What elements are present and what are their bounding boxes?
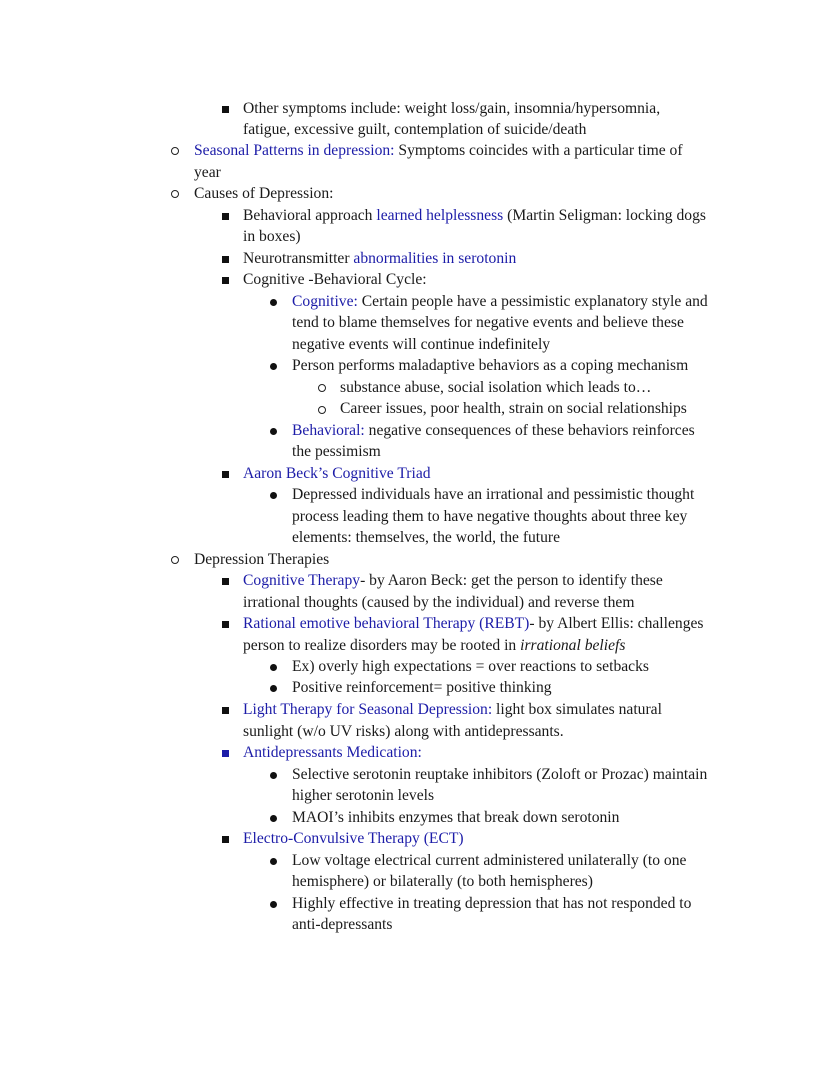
dot-bullet-icon bbox=[270, 299, 277, 306]
irrational-beliefs-italic: irrational beliefs bbox=[520, 637, 626, 654]
cognitive-cont1-text: tend to blame themselves for negative events and believe these bbox=[292, 314, 684, 331]
dot-bullet-icon bbox=[270, 428, 277, 435]
ssri-line2 bbox=[292, 785, 742, 807]
substance-line bbox=[340, 377, 740, 399]
ssri-text1: Selective serotonin reuptake inhibitors (Zoloft or Prozac) maintain bbox=[292, 766, 708, 783]
ect-line2 bbox=[292, 871, 742, 893]
seasonal-cont bbox=[194, 162, 734, 184]
ect-line3 bbox=[292, 893, 742, 915]
dot-bullet-icon bbox=[270, 858, 277, 865]
circle-bullet-icon bbox=[171, 147, 179, 155]
depressed-line1 bbox=[292, 484, 742, 506]
maoi-line bbox=[292, 807, 742, 829]
depressed-line3 bbox=[292, 527, 742, 549]
seasonal-line bbox=[194, 140, 734, 162]
career-line bbox=[340, 398, 740, 420]
square-bullet-icon bbox=[222, 256, 229, 263]
ect-text1: Low voltage electrical current administered unilaterally (to one bbox=[292, 852, 687, 869]
cognitive-cont2-text: negative events will continue indefinitely bbox=[292, 336, 551, 353]
cognitive-therapy-line bbox=[243, 570, 743, 592]
light-therapy-text: light box simulates natural bbox=[492, 701, 662, 718]
causes-heading-text: Causes of Depression: bbox=[194, 185, 334, 202]
beck-triad-line bbox=[243, 463, 743, 485]
ect-text4: anti-depressants bbox=[292, 916, 393, 933]
square-bullet-icon bbox=[222, 621, 229, 628]
dot-bullet-icon bbox=[270, 664, 277, 671]
dot-bullet-icon bbox=[270, 901, 277, 908]
behavioral-text-cont: the pessimism bbox=[292, 443, 381, 460]
circle-bullet-icon bbox=[318, 406, 326, 414]
square-bullet-icon bbox=[222, 750, 229, 757]
depressed-text1: Depressed individuals have an irrational and pessimistic thought bbox=[292, 486, 695, 503]
behavioral-cont-text: in boxes) bbox=[243, 228, 301, 245]
light-therapy-cont-text: sunlight (w/o UV risks) along with antidepressants. bbox=[243, 723, 564, 740]
dot-bullet-icon bbox=[270, 685, 277, 692]
serotonin-term: abnormalities in serotonin bbox=[353, 250, 517, 267]
light-therapy-cont bbox=[243, 721, 743, 743]
cognitive-therapy-cont-text: irrational thoughts (caused by the individual) and reverse them bbox=[243, 594, 635, 611]
circle-bullet-icon bbox=[171, 556, 179, 564]
rebt-cont-prefix: person to realize disorders may be rooted in bbox=[243, 637, 521, 654]
maladaptive-text: Person performs maladaptive behaviors as a coping mechanism bbox=[292, 357, 689, 374]
positive-text: Positive reinforcement= positive thinking bbox=[292, 679, 552, 696]
ect-text2: hemisphere) or bilaterally (to both hemispheres) bbox=[292, 873, 593, 890]
other-symptoms-cont-text: fatigue, excessive guilt, contemplation of suicide/death bbox=[243, 121, 587, 138]
circle-bullet-icon bbox=[171, 190, 179, 198]
cbc-heading bbox=[243, 269, 743, 291]
circle-bullet-icon bbox=[318, 384, 326, 392]
cognitive-cont1 bbox=[292, 312, 742, 334]
cognitive-term: Cognitive: bbox=[292, 293, 358, 310]
ex-overly-text: Ex) overly high expectations = over reactions to setbacks bbox=[292, 658, 649, 675]
cognitive-therapy-term: Cognitive Therapy bbox=[243, 572, 361, 589]
other-symptoms-cont bbox=[243, 119, 743, 141]
neurotransmitter-line bbox=[243, 248, 743, 270]
behavioral-text: negative consequences of these behaviors reinforces bbox=[364, 422, 695, 439]
causes-heading bbox=[194, 183, 734, 205]
rebt-line bbox=[243, 613, 743, 635]
learned-helplessness-term: learned helplessness bbox=[376, 207, 504, 224]
behavioral-prefix: Behavioral approach bbox=[243, 207, 377, 224]
cognitive-line bbox=[292, 291, 742, 313]
ssri-line1 bbox=[292, 764, 742, 786]
ect-term: Electro-Convulsive Therapy (ECT) bbox=[243, 830, 464, 847]
antidepressants-line bbox=[243, 742, 743, 764]
square-bullet-icon bbox=[222, 707, 229, 714]
cognitive-cont2 bbox=[292, 334, 742, 356]
positive-line bbox=[292, 677, 742, 699]
behavioral-suffix: (Martin Seligman: locking dogs bbox=[503, 207, 706, 224]
behavioral-cont bbox=[292, 441, 742, 463]
ect-line bbox=[243, 828, 743, 850]
behavioral-approach-cont bbox=[243, 226, 743, 248]
maoi-text: MAOI’s inhibits enzymes that break down serotonin bbox=[292, 809, 620, 826]
behavioral-line bbox=[292, 420, 742, 442]
dot-bullet-icon bbox=[270, 492, 277, 499]
behavioral-approach-line bbox=[243, 205, 743, 227]
light-therapy-term: Light Therapy for Seasonal Depression: bbox=[243, 701, 493, 718]
seasonal-term-link: Seasonal Patterns in depression: bbox=[194, 142, 395, 159]
ect-line1 bbox=[292, 850, 742, 872]
beck-triad-term: Aaron Beck’s Cognitive Triad bbox=[243, 465, 431, 482]
career-text: Career issues, poor health, strain on social relationships bbox=[340, 400, 687, 417]
other-symptoms-line bbox=[243, 98, 743, 120]
therapies-heading-text: Depression Therapies bbox=[194, 551, 330, 568]
rebt-cont bbox=[243, 635, 743, 657]
cbc-heading-text: Cognitive -Behavioral Cycle: bbox=[243, 271, 427, 288]
maladaptive-line bbox=[292, 355, 742, 377]
dot-bullet-icon bbox=[270, 772, 277, 779]
dot-bullet-icon bbox=[270, 815, 277, 822]
neuro-prefix: Neurotransmitter bbox=[243, 250, 354, 267]
other-symptoms-text: Other symptoms include: weight loss/gain, insomnia/hypersomnia, bbox=[243, 100, 661, 117]
cognitive-text: Certain people have a pessimistic explanatory style and bbox=[357, 293, 708, 310]
ssri-text2: higher serotonin levels bbox=[292, 787, 435, 804]
square-bullet-icon bbox=[222, 277, 229, 284]
square-bullet-icon bbox=[222, 836, 229, 843]
light-therapy-line bbox=[243, 699, 743, 721]
cognitive-therapy-cont bbox=[243, 592, 743, 614]
rebt-text: - by Albert Ellis: challenges bbox=[529, 615, 704, 632]
seasonal-cont-text: year bbox=[194, 164, 221, 181]
substance-text: substance abuse, social isolation which leads to… bbox=[340, 379, 652, 396]
square-bullet-icon bbox=[222, 213, 229, 220]
square-bullet-icon bbox=[222, 471, 229, 478]
depressed-text3: elements: themselves, the world, the future bbox=[292, 529, 561, 546]
depressed-line2 bbox=[292, 506, 742, 528]
antidepressants-term: Antidepressants Medication: bbox=[243, 744, 422, 761]
ex-overly-line bbox=[292, 656, 742, 678]
square-bullet-icon bbox=[222, 106, 229, 113]
square-bullet-icon bbox=[222, 578, 229, 585]
depressed-text2: process leading them to have negative thoughts about three key bbox=[292, 508, 688, 525]
seasonal-text: Symptoms coincides with a particular time of bbox=[394, 142, 683, 159]
rebt-term: Rational emotive behavioral Therapy (REBT) bbox=[243, 615, 530, 632]
behavioral-term: Behavioral: bbox=[292, 422, 365, 439]
ect-text3: Highly effective in treating depression that has not responded to bbox=[292, 895, 692, 912]
ect-line4 bbox=[292, 914, 742, 936]
cognitive-therapy-text: - by Aaron Beck: get the person to identify these bbox=[360, 572, 663, 589]
therapies-heading bbox=[194, 549, 734, 571]
dot-bullet-icon bbox=[270, 363, 277, 370]
